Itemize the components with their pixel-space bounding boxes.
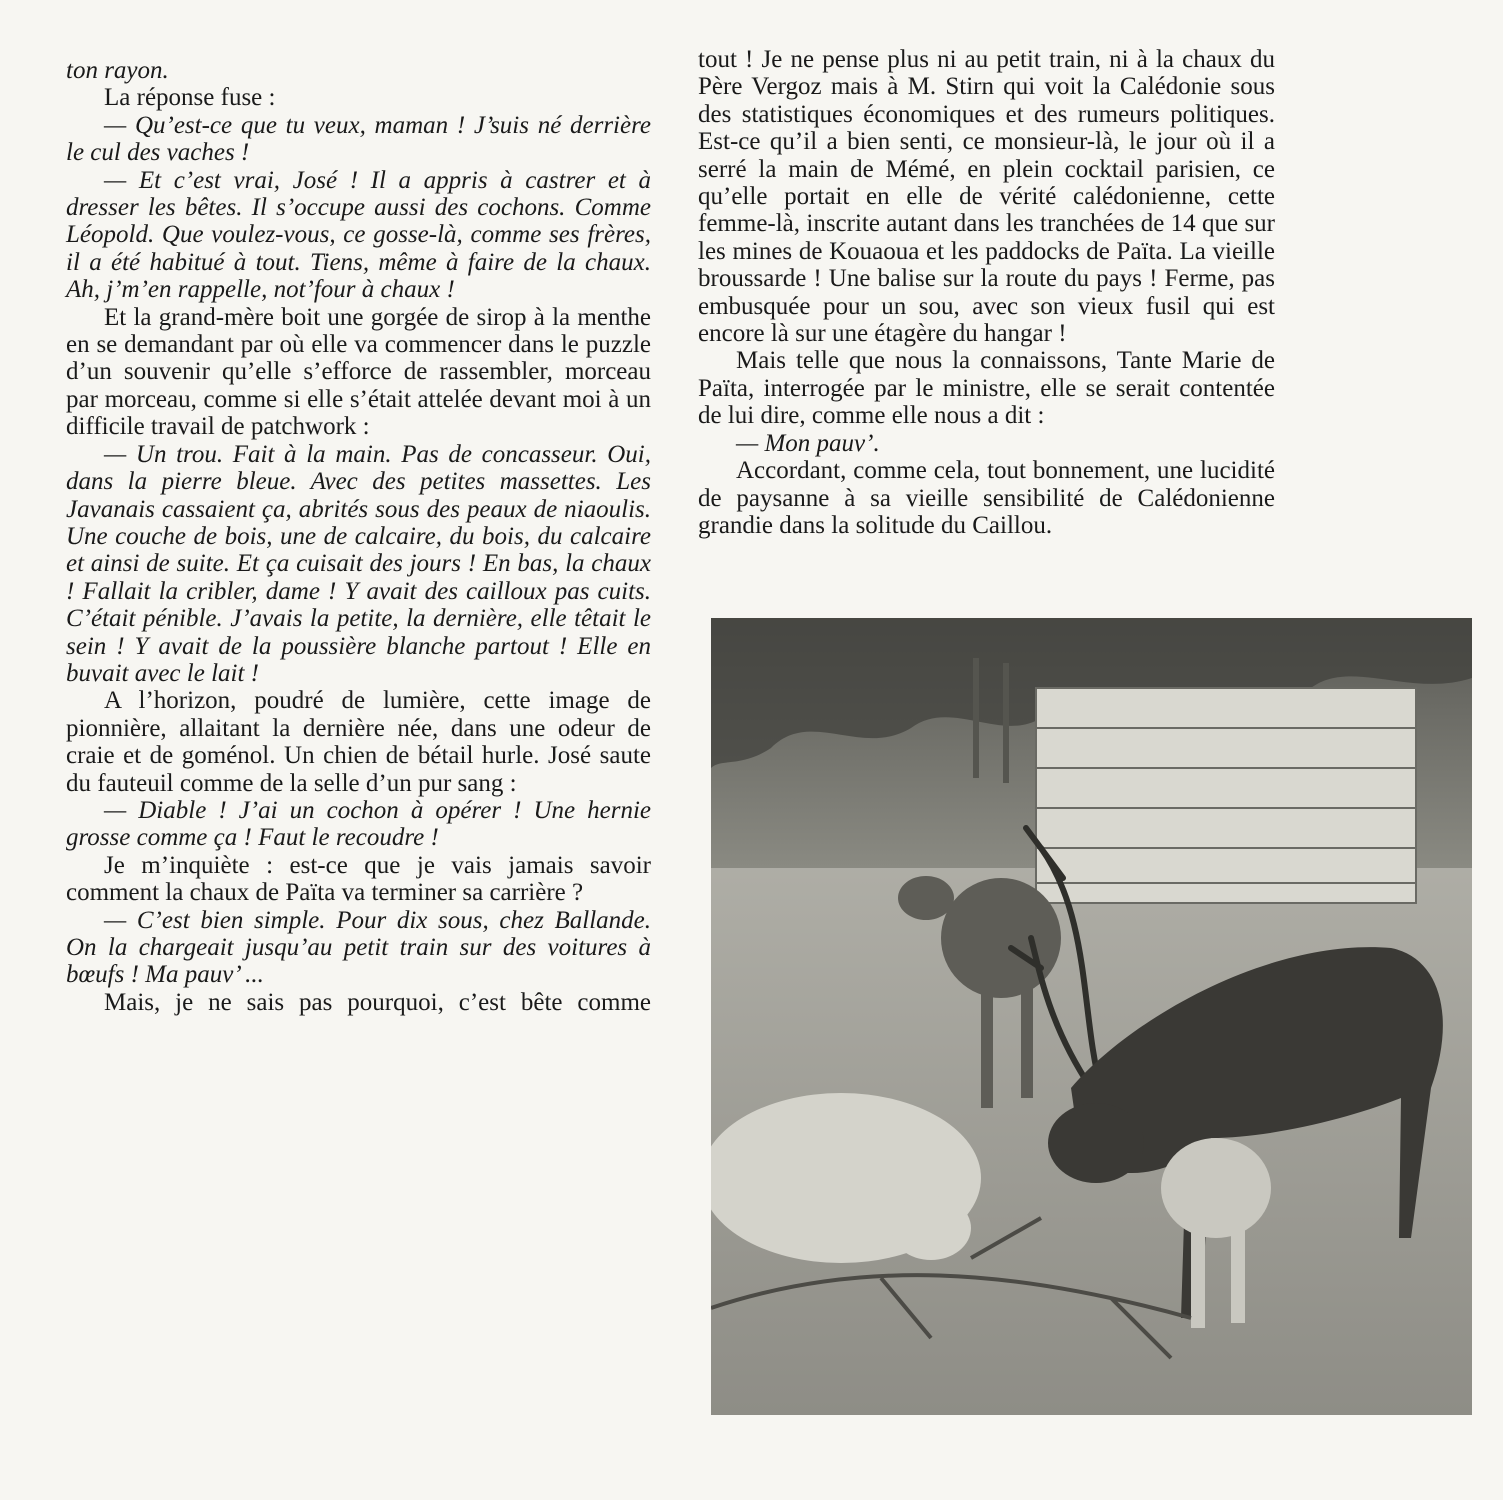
dialogue-paragraph: — Diable ! J’ai un cochon à opérer ! Une hernie grosse comme ça ! Faut le recoudre ! (66, 796, 651, 852)
dialogue-paragraph: — Un trou. Fait à la main. Pas de concasseur. Oui, dans la pierre bleue. Avec des petites massettes. Les Javanais cassaient ça, abrités sous des peaux de niaoulis. Une couche de bois, une de calcaire, du bois, du calcaire et ainsi de suite. Et ça cuisait des jours ! En bas, la chaux ! Fallait la cribler, dame ! Y avait des cailloux pas cuits. C’était pénible. J’avais la petite, la dernière, elle têtait le sein ! Y avait de la poussière blanche partout ! Elle en buvait avec le lait ! (66, 440, 651, 687)
deer-photograph (711, 618, 1472, 1415)
paragraph: Accordant, comme cela, tout bonnement, une lucidité de paysanne à sa vieille sensibilité de Calédonienne grandie dans la solitude du Caillou. (698, 457, 1275, 539)
paragraph: ton rayon. (66, 57, 169, 84)
paragraph: Et la grand-mère boit une gorgée de sirop à la menthe en se demandant par où elle va commencer dans le puzzle d’un souvenir qu’elle s’efforce de rassembler, morceau par morceau, comme si elle s’était attelée devant moi à un difficile travail de patchwork : (66, 303, 651, 441)
paragraph: Mais, je ne sais pas pourquoi, c’est bête comme (104, 988, 651, 1016)
dialogue-paragraph: — Qu’est-ce que tu veux, maman ! J’suis né derrière le cul des vaches ! (66, 111, 651, 167)
wooden-pen (1036, 688, 1416, 903)
paragraph: A l’horizon, poudré de lumière, cette image de pionnière, allaitant la dernière née, dans une odeur de craie et de goménol. Un chien de bétail hurle. José saute du fauteuil comme de la selle d’un pur sang : (66, 687, 651, 797)
dialogue-paragraph: — Et c’est vrai, José ! Il a appris à castrer et à dresser les bêtes. Il s’occupe aussi des cochons. Comme Léopold. Que voulez-vous, ce gosse-là, comme ses frères, il a été habitué à tout. Tiens, même à faire de la chaux. Ah, j’m’en rappelle, not’four à chaux ! (66, 166, 651, 304)
right-text-column (698, 46, 1275, 539)
paragraph: La réponse fuse : (104, 84, 276, 112)
sheep (711, 1093, 981, 1263)
paragraph: Mais telle que nous la connaissons, Tante Marie de Païta, interrogée par le ministre, elle se serait contentée de lui dire, comme elle nous a dit : (698, 347, 1275, 430)
dialogue-paragraph: — C’est bien simple. Pour dix sous, chez Ballande. On la chargeait jusqu’au petit train sur des voitures à bœufs ! Ma pauv’ ... (66, 906, 651, 989)
paragraph: Je m’inquiète : est-ce que je vais jamais savoir comment la chaux de Païta va terminer sa carrière ? (66, 851, 651, 907)
dialogue-paragraph: — Mon pauv’. (736, 429, 880, 457)
paragraph: tout ! Je ne pense plus ni au petit train, ni à la chaux du Père Vergoz mais à M. Stirn qui voit la Calédonie sous des statistiques économiques et des rumeurs politiques. Est-ce qu’il a bien senti, ce monsieur-là, le jour où il a serré la main de Mémé, en plein cocktail parisien, ce qu’elle portait en elle de vérité calédonienne, cette femme-là, inscrite autant dans les tranchées de 14 que sur les mines de Kouaoua et les paddocks de Païta. La vieille broussarde ! Une balise sur la route du pays ! Ferme, pas embusquée pour un sou, avec son vieux fusil qui est encore là sur une étagère du hangar ! (698, 46, 1275, 348)
left-text-column (66, 57, 651, 1016)
